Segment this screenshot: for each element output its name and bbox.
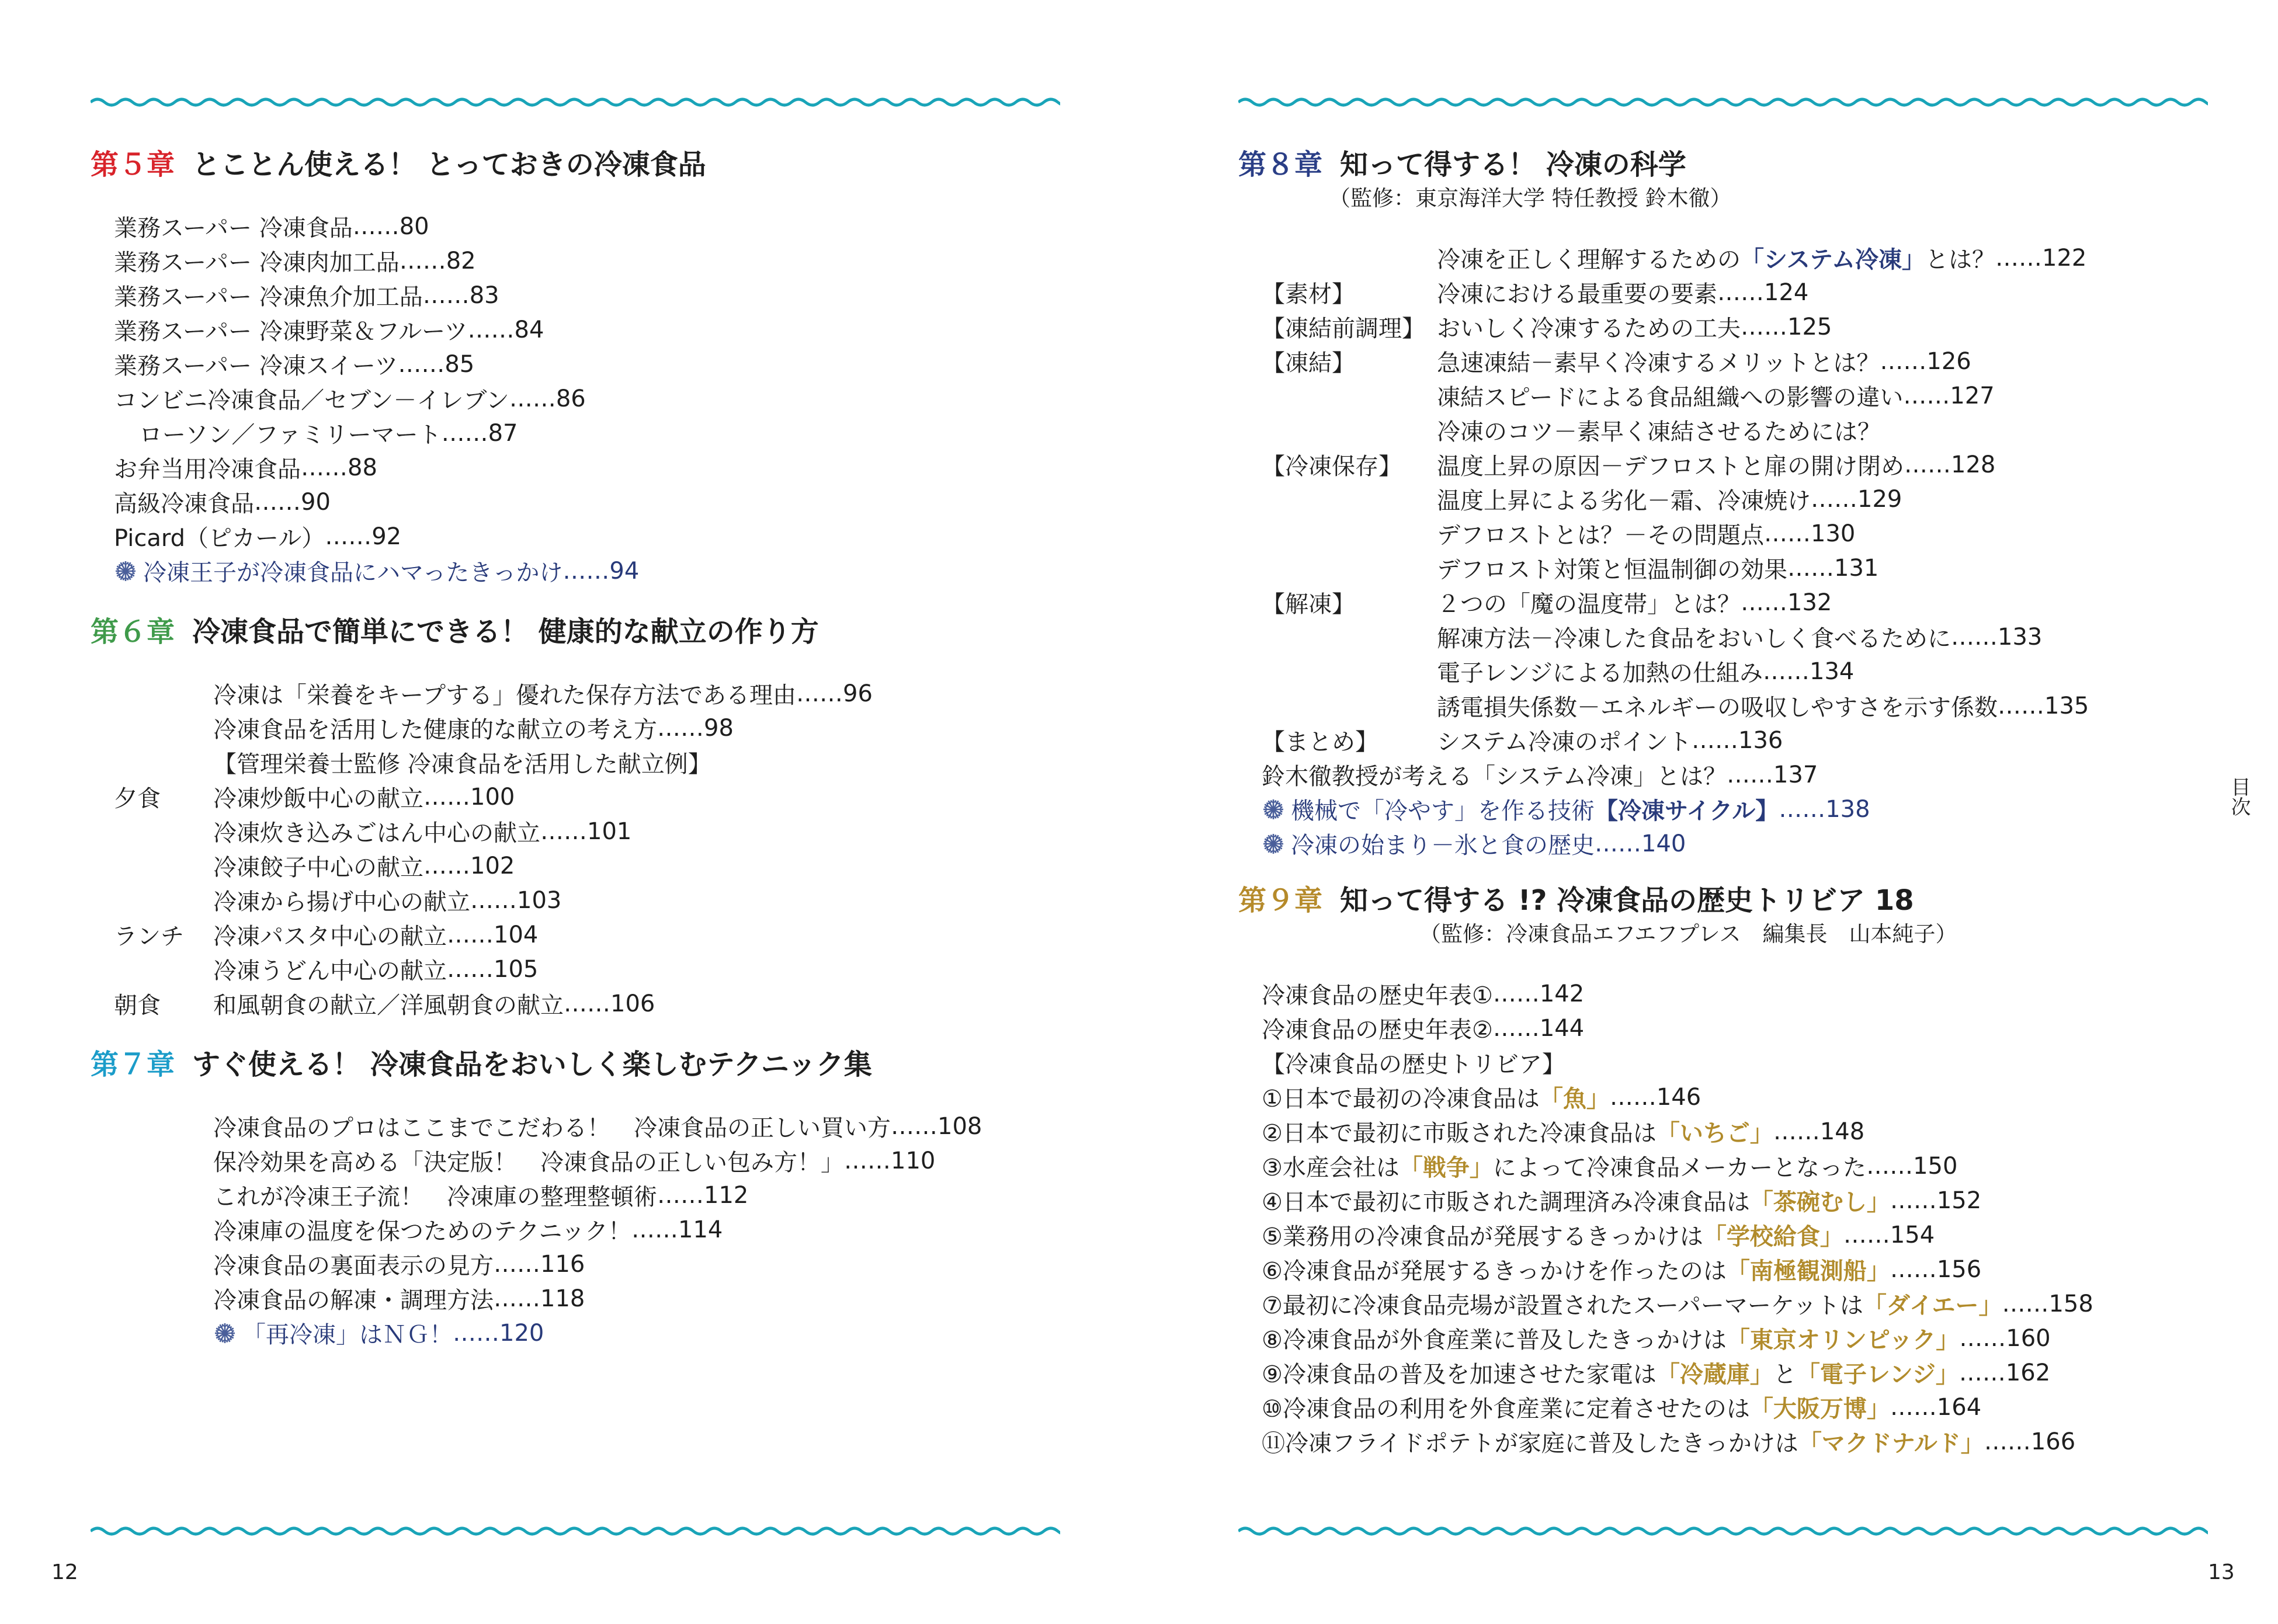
- chapter-number: 第８章: [1238, 148, 1323, 181]
- toc-entry: [91, 952, 1084, 986]
- entry-category: 【まとめ】: [1262, 729, 1378, 756]
- entry-title: 高級冷凍食品: [114, 491, 254, 517]
- entry-page: ……166: [1984, 1428, 2076, 1455]
- toc-entry: [91, 1143, 1084, 1178]
- toc-entry: [91, 676, 1084, 711]
- entry-title: 冷凍のコツ－素早く凍結させるためには？: [1437, 419, 1881, 446]
- entry-page: ……98: [657, 714, 734, 742]
- toc-entry: [91, 1178, 1084, 1212]
- toc-entry: [1238, 344, 2231, 378]
- entry-title: 業務スーパー 冷凍食品: [114, 215, 353, 242]
- entry-title: これが冷凍王子流！ 冷凍庫の整理整頓術: [213, 1184, 657, 1211]
- chapter-title: 知って得する！ 冷凍の科学: [1340, 148, 1686, 181]
- entry-page: ……126: [1880, 347, 1971, 375]
- toc-entry: [1238, 723, 2231, 757]
- toc-entry: [1238, 585, 2231, 620]
- entry-page: ……127: [1903, 382, 1995, 409]
- toc-entry: [91, 1109, 1084, 1143]
- wavy-border-top-right: [1238, 95, 2208, 109]
- entry-title: 冷凍炒飯中心の献立: [213, 785, 423, 812]
- entry-title: 冷凍食品の歴史年表①: [1262, 982, 1493, 1009]
- entry-page: ……94: [562, 557, 640, 585]
- entry-page: ……116: [494, 1250, 585, 1278]
- toc-entry: [1238, 1045, 2231, 1080]
- entry-title: 冷凍餃子中心の献立: [213, 854, 423, 881]
- chapter-heading: [91, 1046, 1084, 1083]
- toc-entry: [1238, 1424, 2231, 1459]
- toc-entry: [91, 883, 1084, 917]
- toc-entry: [91, 1281, 1084, 1316]
- entry-category: 夕食: [114, 785, 161, 812]
- entry-page: ……133: [1951, 623, 2043, 651]
- entry-highlight: 「システム冷凍」: [1741, 246, 1925, 273]
- entry-page: ……90: [254, 488, 331, 516]
- entry-category: 朝食: [114, 992, 161, 1019]
- page-number-right: 13: [2208, 1560, 2235, 1584]
- entry-title: ②日本で最初に市販された冷凍食品は: [1262, 1120, 1657, 1147]
- entry-category: 【冷凍保存】: [1262, 453, 1402, 480]
- toc-entry: [91, 278, 1084, 312]
- entry-page: ……134: [1763, 658, 1855, 685]
- toc-entry: [91, 485, 1084, 519]
- entry-page: ……101: [540, 818, 632, 845]
- chapter-8: [1238, 146, 2231, 861]
- entry-title: ⑤業務用の冷凍食品が発展するきっかけは: [1262, 1223, 1703, 1250]
- entry-title: ⑧冷凍食品が外食産業に普及したきっかけは: [1262, 1327, 1727, 1354]
- entry-highlight: 「ダイエー」: [1863, 1292, 2002, 1319]
- entry-page: ……130: [1764, 520, 1856, 547]
- entry-page: ……156: [1890, 1256, 1982, 1283]
- entry-page: ……152: [1890, 1187, 1982, 1214]
- entry-title: 温度上昇の原因－デフロストと扉の開け閉め: [1437, 453, 1904, 480]
- toc-entry: [1238, 1252, 2231, 1286]
- entry-category: 【素材】: [1262, 281, 1355, 308]
- entry-page: ……87: [441, 419, 518, 447]
- entry-title: 急速凍結－素早く冷凍するメリットとは？: [1437, 350, 1880, 377]
- toc-entry: [91, 347, 1084, 381]
- entry-title: ⑨冷凍食品の普及を加速させた家電は: [1262, 1361, 1657, 1388]
- entry-page: ……112: [657, 1181, 749, 1209]
- entry-title: 保冷効果を高める「決定版！ 冷凍食品の正しい包み方！」: [213, 1149, 844, 1176]
- entry-page: ……144: [1492, 1014, 1585, 1042]
- toc-entry: [1238, 1183, 2231, 1218]
- toc-entry: [1238, 1390, 2231, 1424]
- entry-page: ……85: [398, 350, 475, 378]
- toc-entry: [1238, 688, 2231, 723]
- toc-entry: [91, 312, 1084, 347]
- entry-page: ……80: [352, 213, 429, 240]
- entry-title: 誘電損失係数－エネルギーの吸収しやすさを示す係数: [1437, 694, 1998, 721]
- toc-entries: [91, 1109, 1084, 1350]
- entry-title: 冷凍を正しく理解するための: [1437, 246, 1741, 273]
- entry-page: ……137: [1727, 761, 1818, 788]
- entry-page: ……103: [470, 886, 562, 914]
- toc-entries: [1238, 241, 2231, 861]
- entry-highlight: 「いちご」: [1656, 1120, 1773, 1147]
- entry-page: ……125: [1741, 313, 1832, 340]
- page-number-left: 12: [51, 1560, 78, 1584]
- toc-entry: [91, 381, 1084, 416]
- toc-entry: [1238, 976, 2231, 1011]
- entry-highlight: 「東京オリンピック」: [1726, 1327, 1960, 1354]
- entry-title: デフロスト対策と恒温制御の効果: [1437, 557, 1787, 583]
- chapter-heading: [1238, 882, 2231, 919]
- toc-entry: [91, 209, 1084, 244]
- toc-entry: [1238, 1218, 2231, 1252]
- entry-page: ……136: [1692, 726, 1783, 754]
- chapter-5: [91, 146, 1084, 588]
- entry-highlight: 【冷凍サイクル】: [1595, 798, 1779, 825]
- entry-page: ……105: [447, 955, 539, 983]
- chapter-title: すぐ使える！ 冷凍食品をおいしく楽しむテクニック集: [192, 1048, 872, 1081]
- entry-title-continued: によって冷凍食品メーカーとなった: [1492, 1154, 1867, 1181]
- entry-page: ……106: [564, 990, 655, 1017]
- entry-title-continued: と: [1773, 1361, 1797, 1388]
- entry-page: ……158: [2002, 1290, 2093, 1317]
- toc-entry: [91, 986, 1084, 1021]
- toc-entry: [1238, 447, 2231, 482]
- entry-title: 解凍方法－冷凍した食品をおいしく食べるために: [1437, 625, 1951, 652]
- chapter-heading: [1238, 146, 2231, 183]
- chapter-supervisor: （監修：冷凍食品エフエフプレス 編集長 山本純子）: [1419, 921, 1957, 947]
- wavy-border-top-left: [91, 95, 1060, 109]
- entry-title: ２つの「魔の温度帯」とは？: [1437, 591, 1741, 618]
- toc-entry: [1238, 1011, 2231, 1045]
- toc-entry: [91, 519, 1084, 554]
- chapter-title: 知って得する !? 冷凍食品の歴史トリビア 18: [1340, 884, 1914, 917]
- toc-entry: [1238, 413, 2231, 447]
- entry-highlight: 「南極観測船」: [1726, 1258, 1890, 1285]
- left-page-toc: [91, 146, 1084, 1350]
- entry-page: ……88: [301, 454, 377, 481]
- toc-entry: [91, 1212, 1084, 1247]
- entry-title: 業務スーパー 冷凍野菜＆フルーツ: [114, 318, 468, 345]
- entry-title: 冷凍うどん中心の献立: [213, 958, 447, 985]
- entry-title: 冷凍食品の解凍・調理方法: [213, 1287, 494, 1314]
- entry-page: ……162: [1958, 1359, 2051, 1386]
- entry-page: ……142: [1492, 980, 1585, 1007]
- toc-entry: [91, 244, 1084, 278]
- entry-page: ……104: [447, 921, 539, 948]
- entry-title: 冷凍王子が冷凍食品にハマったきっかけ: [143, 559, 563, 586]
- wavy-border-bottom-right: [1238, 1524, 2208, 1538]
- entry-title: 鈴木徹教授が考える「システム冷凍」とは？: [1262, 763, 1727, 790]
- entry-page: ……150: [1866, 1152, 1958, 1180]
- toc-entry: [91, 917, 1084, 952]
- entry-page: ……124: [1717, 279, 1809, 306]
- entry-highlight: 「魚」: [1539, 1086, 1610, 1112]
- entry-title: 電子レンジによる加熱の仕組み: [1437, 660, 1763, 687]
- entry-highlight: 「冷蔵庫」: [1656, 1361, 1773, 1388]
- entry-page: ……92: [325, 523, 402, 550]
- entry-page: ……138: [1779, 795, 1870, 823]
- entry-title: 冷凍食品の歴史年表②: [1262, 1017, 1493, 1044]
- entry-title: 冷凍食品のプロはここまでこだわる！ 冷凍食品の正しい買い方: [213, 1115, 891, 1142]
- entry-page: ……108: [891, 1112, 982, 1140]
- toc-entry: [1238, 551, 2231, 585]
- entry-page: ……129: [1811, 485, 1902, 513]
- entry-title: 業務スーパー 冷凍スイーツ: [114, 353, 398, 380]
- entry-title: 和風朝食の献立／洋風朝食の献立: [213, 992, 564, 1019]
- entry-highlight: 「電子レンジ」: [1796, 1361, 1959, 1388]
- entry-category: 【解凍】: [1262, 591, 1355, 618]
- entry-page: ……164: [1890, 1393, 1982, 1421]
- entry-page: ……83: [422, 281, 499, 309]
- entry-title: 温度上昇による劣化－霜、冷凍焼け: [1437, 488, 1811, 514]
- entry-highlight: 「戦争」: [1399, 1154, 1493, 1181]
- entry-title: お弁当用冷凍食品: [114, 456, 301, 483]
- toc-entry: [1238, 241, 2231, 275]
- entry-title: ⑪冷凍フライドポテトが家庭に普及したきっかけは: [1262, 1430, 1798, 1457]
- snowflake-icon: [213, 1322, 237, 1345]
- toc-entry: [91, 711, 1084, 745]
- chapter-number: 第５章: [91, 148, 175, 181]
- entry-page: ……131: [1787, 554, 1879, 582]
- toc-entry: [1238, 1286, 2231, 1321]
- entry-title: 冷凍パスタ中心の献立: [213, 923, 447, 950]
- chapter-6: [91, 613, 1084, 1021]
- toc-entry: [91, 416, 1084, 450]
- entry-title: 冷凍食品を活用した健康的な献立の考え方: [213, 717, 657, 743]
- entry-title: 凍結スピードによる食品組織への影響の違い: [1437, 384, 1904, 411]
- entry-page: ……102: [423, 852, 515, 879]
- toc-entry: [1238, 1355, 2231, 1390]
- chapter-title: とことん使える！ とっておきの冷凍食品: [192, 148, 706, 181]
- entry-page: ……86: [509, 385, 586, 412]
- toc-entry: [91, 554, 1084, 588]
- entry-title: デフロストとは？－その問題点: [1437, 522, 1764, 549]
- entry-title: コンビニ冷凍食品／セブン－イレブン: [114, 387, 509, 414]
- entry-page: ……154: [1843, 1221, 1935, 1249]
- entry-page: ……96: [796, 680, 873, 707]
- entry-page: ……118: [494, 1285, 585, 1312]
- entry-page: ……132: [1741, 589, 1832, 616]
- entry-page: ……84: [467, 316, 544, 343]
- entry-title: 冷凍食品の裏面表示の見方: [213, 1253, 494, 1279]
- entry-title: ローソン／ファミリーマート: [139, 422, 442, 448]
- snowflake-icon: [1262, 798, 1285, 821]
- right-page-toc: [1238, 146, 2231, 1459]
- entry-title: 業務スーパー 冷凍魚介加工品: [114, 284, 423, 311]
- entry-highlight: 「マクドナルド」: [1798, 1430, 1984, 1457]
- toc-entry: [1238, 482, 2231, 516]
- entry-title: Picard（ピカール）: [114, 525, 325, 552]
- entry-category: 【凍結】: [1262, 350, 1355, 377]
- snowflake-icon: [114, 559, 137, 583]
- entry-title: ③水産会社は: [1262, 1154, 1400, 1181]
- wavy-border-bottom-left: [91, 1524, 1060, 1538]
- entry-page: ……128: [1904, 451, 1996, 478]
- entry-title: 【冷凍食品の歴史トリビア】: [1262, 1051, 1565, 1078]
- entry-page: ……100: [423, 783, 515, 811]
- toc-entries: [91, 676, 1084, 1021]
- toc-entries: [1238, 976, 2231, 1459]
- entry-page: ……114: [631, 1216, 723, 1243]
- entry-category: ランチ: [114, 923, 184, 950]
- toc-entry: [91, 1316, 1084, 1350]
- toc-entry: [1238, 1321, 2231, 1355]
- entry-page: ……82: [399, 247, 476, 274]
- entry-title: ①日本で最初の冷凍食品は: [1262, 1086, 1540, 1112]
- toc-entry: [1238, 1080, 2231, 1114]
- entry-title: ⑦最初に冷凍食品売場が設置されたスーパーマーケットは: [1262, 1292, 1863, 1319]
- toc-entry: [1238, 516, 2231, 551]
- entry-title-continued: とは？: [1925, 246, 1995, 273]
- entry-title: 冷凍から揚げ中心の献立: [213, 889, 470, 916]
- toc-entry: [91, 1247, 1084, 1281]
- entry-title: 冷凍は「栄養をキープする」優れた保存方法である理由: [213, 682, 796, 709]
- toc-entry: [1238, 1149, 2231, 1183]
- chapter-number: 第９章: [1238, 884, 1323, 917]
- toc-entry: [91, 745, 1084, 780]
- entry-title: 冷凍庫の温度を保つためのテクニック！: [213, 1218, 631, 1245]
- toc-entry: [91, 450, 1084, 485]
- toc-entry: [1238, 1114, 2231, 1149]
- entry-title: 機械で「冷やす」を作る技術: [1291, 798, 1595, 825]
- toc-entry: [1238, 275, 2231, 310]
- entry-title: ⑥冷凍食品が発展するきっかけを作ったのは: [1262, 1258, 1727, 1285]
- side-label-contents: 目次: [2227, 777, 2251, 816]
- entry-category: 【凍結前調理】: [1262, 315, 1425, 342]
- entry-page: ……146: [1609, 1083, 1701, 1111]
- entry-page: ……135: [1998, 692, 2089, 719]
- toc-entry: [1238, 757, 2231, 792]
- entry-title: システム冷凍のポイント: [1437, 729, 1692, 756]
- entry-page: ……160: [1959, 1324, 2051, 1352]
- chapter-number: 第７章: [91, 1048, 175, 1081]
- chapter-title: 冷凍食品で簡単にできる！ 健康的な献立の作り方: [192, 615, 819, 648]
- chapter-number: 第６章: [91, 615, 175, 648]
- entry-page: ……110: [844, 1147, 936, 1174]
- toc-entry: [91, 814, 1084, 848]
- entry-page: ……120: [453, 1319, 544, 1347]
- toc-entries: [91, 209, 1084, 588]
- entry-title: ⑩冷凍食品の利用を外食産業に定着させたのは: [1262, 1396, 1750, 1423]
- chapter-supervisor: （監修：東京海洋大学 特任教授 鈴木徹）: [1329, 186, 1732, 211]
- entry-title: ④日本で最初に市販された調理済み冷凍食品は: [1262, 1189, 1750, 1216]
- toc-entry: [91, 848, 1084, 883]
- chapter-heading: [91, 146, 1084, 183]
- entry-title: 冷凍炊き込みごはん中心の献立: [213, 820, 540, 847]
- snowflake-icon: [1262, 832, 1285, 856]
- entry-page: ……148: [1773, 1118, 1865, 1145]
- toc-entry: [91, 780, 1084, 814]
- toc-entry: [1238, 792, 2231, 826]
- toc-entry: [1238, 378, 2231, 413]
- toc-entry: [1238, 826, 2231, 861]
- chapter-heading: [91, 613, 1084, 651]
- toc-entry: [1238, 310, 2231, 344]
- entry-page: ……140: [1595, 830, 1686, 857]
- entry-highlight: 「茶碗むし」: [1749, 1189, 1890, 1216]
- entry-title: おいしく冷凍するための工夫: [1437, 315, 1741, 342]
- entry-title: 業務スーパー 冷凍肉加工品: [114, 249, 400, 276]
- chapter-7: [91, 1046, 1084, 1350]
- entry-page: ……122: [1995, 244, 2087, 272]
- entry-highlight: 「大阪万博」: [1749, 1396, 1890, 1423]
- entry-title: 【管理栄養士監修 冷凍食品を活用した献立例】: [213, 751, 711, 778]
- toc-entry: [1238, 620, 2231, 654]
- toc-entry: [1238, 654, 2231, 688]
- chapter-9: [1238, 882, 2231, 1459]
- entry-highlight: 「学校給食」: [1703, 1223, 1843, 1250]
- entry-title: 冷凍の始まり－氷と食の歴史: [1291, 832, 1595, 859]
- entry-title: 冷凍における最重要の要素: [1437, 281, 1717, 308]
- entry-title: 「再冷凍」はＮＧ！: [242, 1322, 453, 1348]
